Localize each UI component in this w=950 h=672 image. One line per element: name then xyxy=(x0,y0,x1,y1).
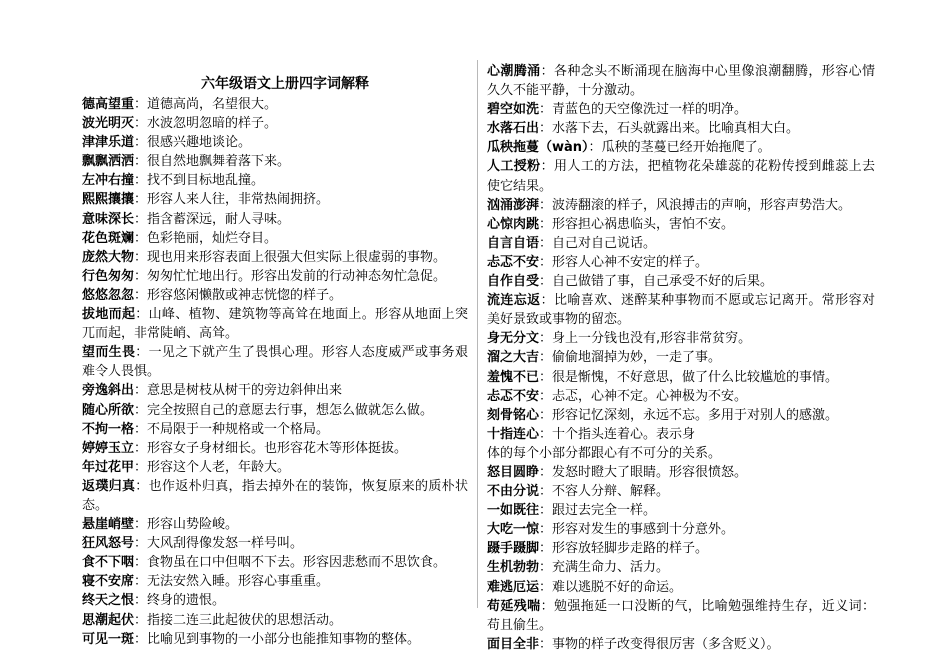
entry-separator: ： xyxy=(134,249,148,265)
entry-separator: ： xyxy=(539,197,553,213)
vocabulary-entry xyxy=(487,348,875,367)
entry-definition: 指含蓄深远，耐人寻味。 xyxy=(147,211,291,227)
entry-term: 随心所欲 xyxy=(82,402,135,418)
entry-separator: ： xyxy=(540,64,554,79)
entry-separator: ： xyxy=(539,464,553,480)
vocabulary-entry xyxy=(82,515,468,534)
entry-separator: ： xyxy=(540,598,554,614)
vocabulary-entry xyxy=(82,133,468,152)
entry-definition: 形容对发生的事感到十分意外。 xyxy=(552,522,735,538)
entry-definition: 大风刮得像发怒一样号叫。 xyxy=(147,536,304,552)
entry-separator: ： xyxy=(539,121,553,137)
vocabulary-entry xyxy=(82,630,468,649)
entry-definition: 用人工的方法，把植物花朵雄蕊的花粉传授到雌蕊上去使它结果。 xyxy=(487,159,875,194)
entry-separator: ： xyxy=(134,383,148,399)
entry-term: 食不下咽 xyxy=(82,555,135,571)
entry-separator: ： xyxy=(539,369,553,385)
entry-term: 心惊肉跳 xyxy=(487,216,540,232)
entry-definition: 形容女子身材细长。也形容花木等形体挺拔。 xyxy=(147,440,408,456)
entry-separator: ： xyxy=(134,211,148,227)
entry-separator: ： xyxy=(539,522,553,538)
entry-definition: 比喻见到事物的一小部分也能推知事物的整体。 xyxy=(147,631,421,647)
entry-separator: ： xyxy=(539,388,553,404)
vocabulary-entry xyxy=(82,477,468,515)
vocabulary-entry xyxy=(487,253,875,272)
entry-term: 自作自受 xyxy=(487,274,540,290)
entry-separator: ： xyxy=(588,140,602,156)
entry-term: 庞然大物 xyxy=(82,249,135,265)
entry-definition: 意思是树枝从树干的旁边斜伸出来 xyxy=(147,383,343,399)
entry-term: 波光明灭 xyxy=(82,116,135,132)
vocabulary-entry xyxy=(487,635,875,654)
vocabulary-entry xyxy=(487,444,875,463)
entry-term: 年过花甲 xyxy=(82,459,135,475)
entry-term: 拔地而起 xyxy=(82,307,136,323)
entry-separator: ： xyxy=(134,402,148,418)
entry-term: 水落石出 xyxy=(487,121,540,137)
entry-separator: ： xyxy=(539,503,553,519)
entry-term: 不拘一格 xyxy=(82,421,135,437)
entry-definition: 色彩艳丽，灿烂夺目。 xyxy=(147,230,278,246)
vocabulary-entry xyxy=(82,534,468,553)
entry-definition: 难以逃脱不好的命运。 xyxy=(552,579,683,595)
entry-definition: 形容这个人老，年龄大。 xyxy=(147,459,291,475)
entry-definition: 不容人分辩、解释。 xyxy=(552,484,670,500)
entry-definition: 找不到目标地乱撞。 xyxy=(147,173,265,189)
entry-definition: 终身的遗恨。 xyxy=(147,593,226,609)
entry-definition: 波涛翻滚的样子，风浪搏击的声响，形容声势浩大。 xyxy=(552,197,852,213)
vocabulary-entry xyxy=(487,501,875,520)
vocabulary-entry xyxy=(82,343,468,381)
entry-definition: 身上一分钱也没有,形容非常贫穷。 xyxy=(552,331,752,347)
entry-term: 蹑手蹑脚 xyxy=(487,541,540,557)
entry-definition: 形容放轻脚步走路的样子。 xyxy=(552,541,709,557)
entry-separator: ： xyxy=(540,159,554,175)
vocabulary-entry xyxy=(487,119,875,138)
entry-definition: 山峰、植物、建筑物等高耸在地面上。形容从地面上突兀而起，非常陡峭、高耸。 xyxy=(82,307,468,342)
entry-definition: 十个指头连着心。表示身 xyxy=(552,426,696,442)
entry-definition: 形容人来人往，非常热闹拥挤。 xyxy=(147,192,330,208)
vocabulary-entry xyxy=(82,305,468,343)
entry-definition: 不局限于一种规格或一个格局。 xyxy=(147,421,330,437)
entry-definition: 忐忑，心神不定。心神极为不安。 xyxy=(552,388,748,404)
entry-term: 生机勃勃 xyxy=(487,560,540,576)
entry-separator: ： xyxy=(134,440,148,456)
entry-definition: 自己对自己说话。 xyxy=(552,235,657,251)
entry-term: 思潮起伏 xyxy=(82,612,135,628)
vocabulary-entry xyxy=(82,248,468,267)
entry-separator: ： xyxy=(539,235,553,251)
entry-separator: ： xyxy=(134,135,148,151)
entry-separator: ： xyxy=(134,536,148,552)
vocabulary-entry xyxy=(487,463,875,482)
entry-term: 终天之恨 xyxy=(82,593,135,609)
entry-term: 熙熙攘攘 xyxy=(82,192,135,208)
vocabulary-entry xyxy=(82,267,468,286)
entry-separator: ： xyxy=(134,116,148,132)
entry-definition: 匆匆忙忙地出行。形容出发前的行动神态匆忙急促。 xyxy=(147,268,447,284)
entry-separator: ： xyxy=(539,331,553,347)
entry-separator: ： xyxy=(134,612,148,628)
entry-term: 花色斑斓 xyxy=(82,230,135,246)
entry-separator: ： xyxy=(134,517,148,533)
entry-definition: 发怒时瞪大了眼睛。形容很愤怒。 xyxy=(552,464,748,480)
right-column xyxy=(487,62,875,654)
entry-term: 狂风怒号 xyxy=(82,536,135,552)
entry-term: 汹涌澎湃 xyxy=(487,197,540,213)
entry-separator: ： xyxy=(539,254,553,270)
vocabulary-entry xyxy=(82,210,468,229)
entry-term: 不由分说 xyxy=(487,484,540,500)
entry-definition: 水落下去，石头就露出来。比喻真相大白。 xyxy=(552,121,800,137)
vocabulary-entry xyxy=(487,406,875,425)
vocabulary-entry xyxy=(82,420,468,439)
vocabulary-entry xyxy=(487,272,875,291)
entry-term: 悬崖峭壁 xyxy=(82,517,135,533)
entry-separator: ： xyxy=(539,541,553,557)
entry-definition: 形容记忆深刻，永远不忘。多用于对别人的感激。 xyxy=(552,407,839,423)
entry-term: 面目全非 xyxy=(487,636,540,652)
vocabulary-entry xyxy=(82,381,468,400)
entry-separator: ： xyxy=(539,407,553,423)
entry-definition: 形容人心神不安定的样子。 xyxy=(552,254,709,270)
vocabulary-entry xyxy=(487,368,875,387)
entry-separator: ： xyxy=(539,216,553,232)
entry-definition: 事物的样子改变得很厉害（多含贬义）。 xyxy=(552,636,780,652)
vocabulary-entry xyxy=(487,387,875,406)
entry-term: 碧空如洗 xyxy=(487,102,540,118)
vocabulary-entry xyxy=(82,439,468,458)
entry-separator: ： xyxy=(134,459,148,475)
entry-separator: ： xyxy=(134,555,148,571)
left-entry-list xyxy=(82,95,468,649)
entry-separator: ： xyxy=(134,154,148,170)
entry-separator: ： xyxy=(134,192,148,208)
entry-term: 返璞归真 xyxy=(82,478,136,494)
entry-definition: 跟过去完全一样。 xyxy=(552,503,657,519)
left-column xyxy=(82,74,468,649)
entry-definition: 自己做错了事，自己承受不好的后果。 xyxy=(552,274,774,290)
entry-definition: 比喻喜欢、迷醉某种事物而不愿或忘记离开。常形容对美好景致或事物的留恋。 xyxy=(487,293,875,328)
entry-term: 左冲右撞 xyxy=(82,173,135,189)
entry-definition: 道德高尚，名望很大。 xyxy=(147,97,278,112)
entry-term: 德高望重 xyxy=(82,97,135,112)
vocabulary-entry xyxy=(487,215,875,234)
entry-separator: ： xyxy=(135,345,149,361)
vocabulary-entry xyxy=(487,597,875,635)
entry-separator: ： xyxy=(540,293,554,309)
vocabulary-entry xyxy=(82,152,468,171)
vocabulary-entry xyxy=(82,553,468,572)
vocabulary-entry xyxy=(487,578,875,597)
entry-term: 流连忘返 xyxy=(487,293,541,309)
entry-term: 刻骨铭心 xyxy=(487,407,540,423)
entry-term: 一如既往 xyxy=(487,503,540,519)
entry-separator: ： xyxy=(539,579,553,595)
entry-term: 忐忑不安 xyxy=(487,254,540,270)
entry-separator: ： xyxy=(134,287,148,303)
entry-term: 大吃一惊 xyxy=(487,522,540,538)
entry-term: 婷婷玉立 xyxy=(82,440,135,456)
entry-separator: ： xyxy=(134,173,148,189)
entry-separator: ： xyxy=(134,97,148,112)
entry-definition: 各种念头不断涌现在脑海中心里像浪潮翻腾，形容心情久久不能平静，十分激动。 xyxy=(487,64,875,99)
entry-separator: ： xyxy=(539,560,553,576)
entry-definition: 完全按照自己的意愿去行事，想怎么做就怎么做。 xyxy=(147,402,434,418)
vocabulary-entry xyxy=(487,138,875,157)
entry-separator: ： xyxy=(134,574,148,590)
entry-separator: ： xyxy=(134,230,148,246)
entry-definition: 很感兴趣地谈论。 xyxy=(147,135,252,151)
vocabulary-entry xyxy=(82,401,468,420)
vocabulary-entry xyxy=(487,234,875,253)
vocabulary-entry xyxy=(487,329,875,348)
vocabulary-entry xyxy=(487,157,875,195)
vocabulary-entry xyxy=(487,196,875,215)
vocabulary-entry xyxy=(82,190,468,209)
entry-definition: 勉强拖延一口没断的气，比喻勉强维持生存，近义词：苟且偷生。 xyxy=(487,598,875,633)
vocabulary-entry xyxy=(82,572,468,591)
vocabulary-entry xyxy=(487,425,875,444)
vocabulary-entry xyxy=(82,286,468,305)
entry-separator: ： xyxy=(134,593,148,609)
entry-definition: 瓜秧的茎蔓已经开始拖爬了。 xyxy=(601,140,771,156)
vocabulary-entry xyxy=(487,291,875,329)
entry-definition: 也作返朴归真，指去掉外在的装饰，恢复原来的质朴状态。 xyxy=(82,478,468,513)
entry-definition: 一见之下就产生了畏惧心理。形容人态度威严或事务艰难令人畏惧。 xyxy=(82,345,468,380)
entry-term: 身无分文 xyxy=(487,331,540,347)
vocabulary-entry xyxy=(487,520,875,539)
vocabulary-entry xyxy=(82,171,468,190)
entry-separator: ： xyxy=(539,102,553,118)
entry-definition: 青蓝色的天空像洗过一样的明净。 xyxy=(552,102,748,118)
entry-term: 津津乐道 xyxy=(82,135,135,151)
column-divider xyxy=(477,60,478,608)
entry-term: 怒目圆睁 xyxy=(487,464,540,480)
vocabulary-entry xyxy=(487,558,875,577)
entry-definition: 体的每个小部分都跟心有不可分的关系。 xyxy=(487,445,722,461)
entry-definition: 很是惭愧，不好意思，做了什么比较尴尬的事情。 xyxy=(552,369,839,385)
entry-term: 羞愧不已 xyxy=(487,369,540,385)
vocabulary-entry xyxy=(82,458,468,477)
entry-term: 悠悠忽忽 xyxy=(82,287,135,303)
entry-term: 旁逸斜出 xyxy=(82,383,135,399)
entry-term: 意味深长 xyxy=(82,211,135,227)
entry-term: 十指连心 xyxy=(487,426,540,442)
vocabulary-entry xyxy=(487,539,875,558)
entry-term: 心潮腾涌 xyxy=(487,64,541,79)
entry-term: 飘飘洒洒 xyxy=(82,154,135,170)
entry-separator: ： xyxy=(135,478,149,494)
vocabulary-entry xyxy=(82,114,468,133)
entry-definition: 偷偷地溜掉为妙，一走了事。 xyxy=(552,350,722,366)
vocabulary-entry xyxy=(82,229,468,248)
entry-separator: ： xyxy=(539,426,553,442)
entry-definition: 很自然地飘舞着落下来。 xyxy=(147,154,291,170)
entry-term: 苟延残喘 xyxy=(487,598,541,614)
document-title: 六年级语文上册四字词解释 xyxy=(201,76,369,92)
entry-term: 溜之大吉 xyxy=(487,350,540,366)
right-entry-list xyxy=(487,62,875,654)
vocabulary-entry xyxy=(82,591,468,610)
entry-separator: ： xyxy=(134,268,148,284)
entry-definition: 水波忽明忽暗的样子。 xyxy=(147,116,278,132)
entry-term: 自言自语 xyxy=(487,235,540,251)
entry-definition: 食物虽在口中但咽不下去。形容因悲愁而不思饮食。 xyxy=(147,555,447,571)
entry-term: 瓜秧拖蔓（wàn） xyxy=(487,140,589,156)
entry-term: 寝不安席 xyxy=(82,574,135,590)
vocabulary-entry xyxy=(82,95,468,114)
entry-term: 人工授粉 xyxy=(487,159,541,175)
entry-definition: 充满生命力、活力。 xyxy=(552,560,670,576)
entry-separator: ： xyxy=(539,274,553,290)
entry-separator: ： xyxy=(135,307,149,323)
vocabulary-entry xyxy=(487,62,875,100)
entry-term: 行色匆匆 xyxy=(82,268,135,284)
entry-definition: 形容山势险峻。 xyxy=(147,517,239,533)
entry-separator: ： xyxy=(539,636,553,652)
entry-definition: 无法安然入睡。形容心事重重。 xyxy=(147,574,330,590)
entry-separator: ： xyxy=(539,350,553,366)
entry-term: 可见一斑 xyxy=(82,631,135,647)
entry-term: 忐忑不安 xyxy=(487,388,540,404)
entry-separator: ： xyxy=(539,484,553,500)
entry-definition: 形容悠闲懒散或神志恍惚的样子。 xyxy=(147,287,343,303)
entry-definition: 形容担心祸患临头，害怕不安。 xyxy=(552,216,735,232)
vocabulary-entry xyxy=(487,482,875,501)
vocabulary-entry xyxy=(487,100,875,119)
vocabulary-entry xyxy=(82,611,468,630)
entry-separator: ： xyxy=(134,421,148,437)
entry-term: 望而生畏 xyxy=(82,345,136,361)
entry-definition: 现也用来形容表面上很强大但实际上很虚弱的事物。 xyxy=(147,249,447,265)
entry-term: 难逃厄运 xyxy=(487,579,540,595)
entry-definition: 指接二连三此起彼伏的思想活动。 xyxy=(147,612,343,628)
entry-separator: ： xyxy=(134,631,148,647)
